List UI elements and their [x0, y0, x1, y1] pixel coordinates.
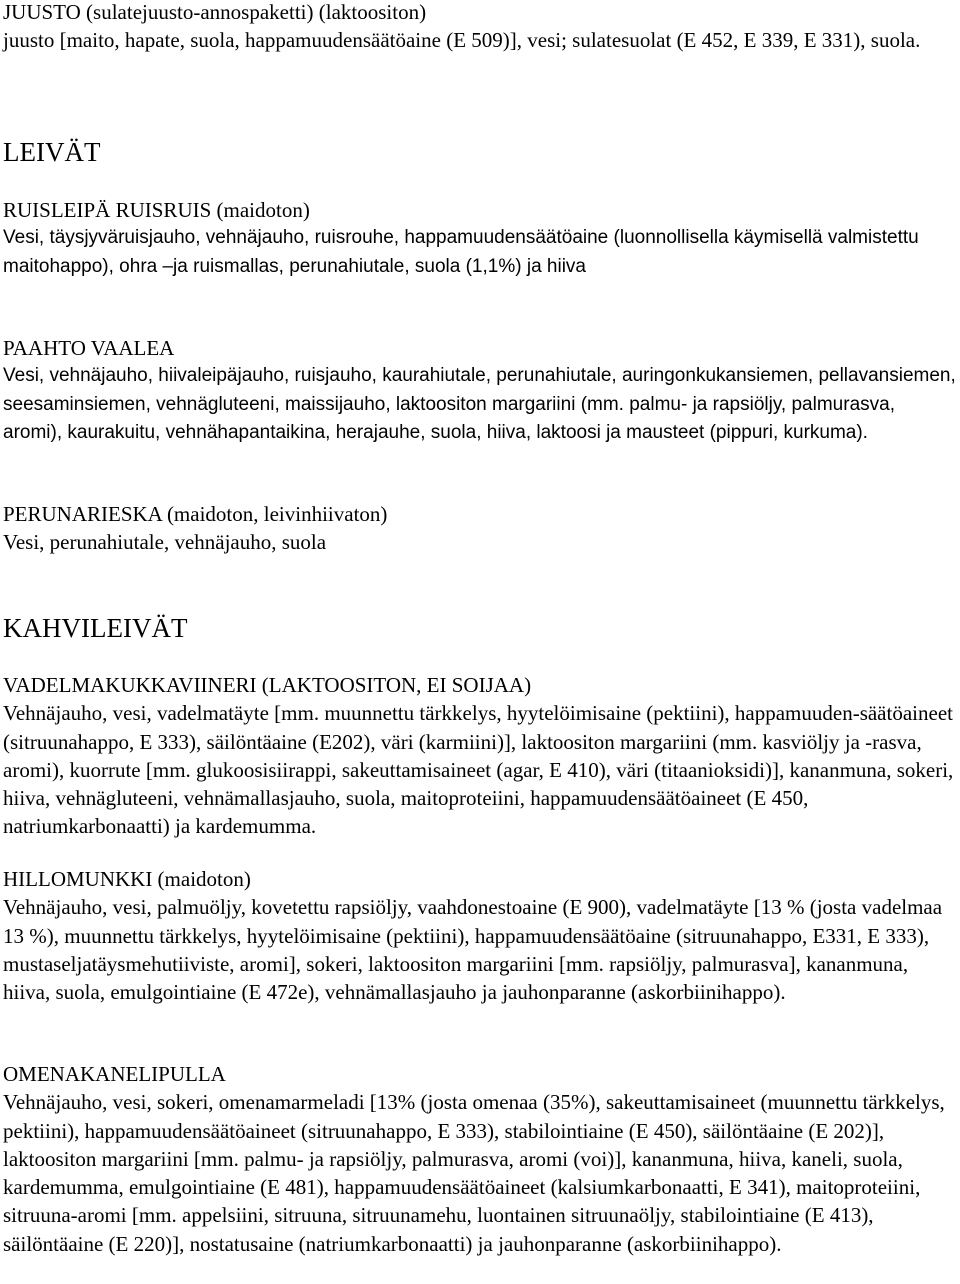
section-title: PERUNARIESKA (maidoton, leivinhiivaton)	[3, 502, 388, 526]
ingredient-text: Vehnäjauho, vesi, palmuöljy, kovetettu rapsiöljy, vaahdonestoaine (E 900), vadelmatäyte [13 % (josta vadelmaa 13 %), muunnettu tärkkelys, hyytelöimisaine (pektiini), happamuudensäätöaine (sitruunahappo, E331, E 333), mustaseljatäysmehutiiviste, aromi], sokeri, laktoositon margariini [mm. rapsiöljy, palmurasva], kananmuna, hiiva, suola, emulgointiaine (E 472e), vehnämallasjauho ja jauhonparanne (askorbiinihappo).	[3, 895, 943, 1005]
section-title: JUUSTO (sulatejuusto-annospaketti) (laktoositon)	[3, 0, 427, 24]
section-title: RUISLEIPÄ RUISRUIS (maidoton)	[3, 198, 310, 222]
section-juusto	[3, 0, 959, 55]
section-title: OMENAKANELIPULLA	[3, 1062, 226, 1086]
section-ruisleipa	[3, 196, 959, 281]
section-title: VADELMAKUKKAVIINERI (LAKTOOSITON, EI SOIJAA)	[3, 673, 532, 697]
heading-kahvileivat: KAHVILEIVÄT	[3, 613, 188, 643]
section-hillomunkki	[3, 865, 959, 1006]
section-perunarieska	[3, 500, 959, 557]
ingredient-text: Vesi, täysjyväruisjauho, vehnäjauho, ruisrouhe, happamuudensäätöaine (luonnollisella käymisellä valmistettu maitohappo), ohra –ja ruismallas, perunahiutale, suola (1,1%) ja hiiva	[3, 227, 919, 277]
section-title: PAAHTO VAALEA	[3, 336, 175, 360]
ingredient-text: Vehnäjauho, vesi, sokeri, omenamarmeladi [13% (josta omenaa (35%), sakeuttamisaineet (muunnettu tärkkelys, pektiini), happamuudensäätöaineet (sitruunahappo, E 333), stabilointiaine (E 450), säilöntäaine (E 202)], laktoositon margariini [mm. palmu- ja rapsiöljy, palmurasva, aromi (voi)], kananmuna, hiiva, kaneli, suola, kardemumma, emulgointiaine (E 481), happamuudensäätöaineet (kalsiumkarbonaatti, E 341), maitoproteiini, sitruuna-aromi [mm. appelsiini, sitruuna, sitruunamehu, luontainen sitruunaöljy, stabilointiaine (E 413), säilöntäaine (E 220)], nostatusaine (natriumkarbonaatti) ja jauhonparanne (askorbiinihappo).	[3, 1090, 945, 1256]
heading-leivat: LEIVÄT	[3, 137, 101, 167]
ingredient-text: Vesi, vehnäjauho, hiivaleipäjauho, ruisjauho, kaurahiutale, perunahiutale, auringonkukansiemen, pellavansiemen, seesaminsiemen, vehnägluteeni, maissijauho, laktoositon margariini (mm. palmu- ja rapsiöljy, palmurasva, aromi), kaurakuitu, vehnähapantaikina, herajauhe, suola, hiiva, laktoosi ja mausteet (pippuri, kurkuma).	[3, 365, 956, 443]
section-omenakanelipulla	[3, 1060, 959, 1258]
section-paahto	[3, 334, 959, 447]
section-title: HILLOMUNKKI (maidoton)	[3, 867, 251, 891]
ingredient-text: Vehnäjauho, vesi, vadelmatäyte [mm. muunnettu tärkkelys, hyytelöimisaine (pektiini), happamuuden-säätöaineet (sitruunahappo, E 333), säilöntäaine (E202), väri (karmiini)], laktoositon margariini (mm. kasviöljy ja -rasva, aromi), kuorrute [mm. glukoosisiirappi, sakeuttamisaineet (agar, E 410), väri (titaanioksidi)], kananmuna, sokeri, hiiva, vehnägluteeni, vehnämallasjauho, suola, maitoproteiini, happamuudensäätöaineet (E 450, natriumkarbonaatti) ja kardemumma.	[3, 701, 954, 839]
ingredient-text: juusto [maito, hapate, suola, happamuudensäätöaine (E 509)], vesi; sulatesuolat (E 452, E 339, E 331), suola.	[3, 28, 921, 53]
section-vadelmakukkaviineri	[3, 671, 959, 841]
ingredient-text: Vesi, perunahiutale, vehnäjauho, suola	[3, 530, 327, 555]
